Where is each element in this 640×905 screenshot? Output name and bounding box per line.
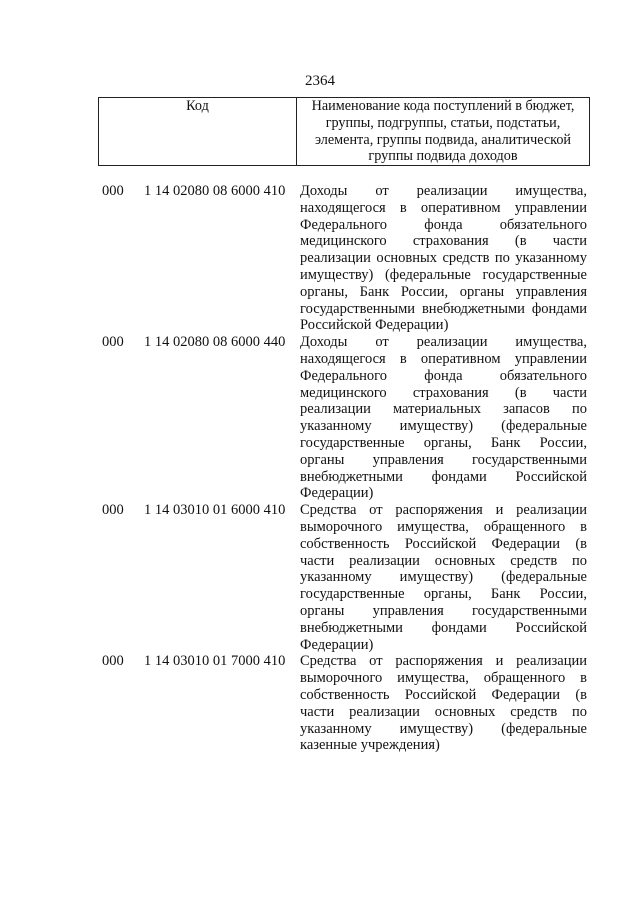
description-line: находящегося в оперативном управлении [300,350,587,367]
header-table [98,97,590,166]
page-number: 2364 [305,73,335,89]
description-line: указанному имуществу) (федеральные [300,418,587,435]
income-code-list [0,183,640,754]
description-line: государственными внебюджетными фондами [300,300,587,317]
description-line: собственность Российской Федерации (в [300,686,587,703]
description-line: внебюджетными фондами Российской [300,468,587,485]
description-line: Доходы от реализации имущества, [300,183,587,199]
row-prefix: 000 [102,183,124,199]
description-line: Федерального фонда обязательного [300,367,587,384]
description-line: указанному имуществу) (федеральные [300,569,587,586]
row-code: 1 14 02080 08 6000 440 [144,334,286,351]
description-line: Средства от распоряжения и реализации [300,502,587,519]
description-line: части реализации основных средств по [300,552,587,569]
description-line: государственные органы, Банк России, [300,434,587,451]
description-line: внебюджетными фондами Российской [300,619,587,636]
row-description [300,502,587,653]
description-line: казенные учреждения) [300,737,440,754]
row-prefix: 000 [102,653,124,670]
name-column-header: Наименование кода поступлений в бюджет, группы, подгруппы, статьи, подстатьи, элемента, группы подвида, аналитической группы подвида доходов [297,98,590,166]
description-line: Российской Федерации) [300,317,449,334]
row-description [300,183,587,334]
row-prefix: 000 [102,502,124,519]
row-description [300,334,587,502]
description-line: Федерального фонда обязательного [300,216,587,233]
row-prefix: 000 [102,334,124,351]
description-line: Доходы от реализации имущества, [300,334,587,351]
row-code: 1 14 03010 01 6000 410 [144,502,286,519]
income-code-row [0,502,640,653]
income-code-row [0,334,640,502]
description-line: медицинского страхования (в части [300,384,587,401]
description-line: имуществу) (федеральные государственные [300,266,587,283]
description-line: Средства от распоряжения и реализации [300,653,587,670]
description-line: реализации материальных запасов по [300,401,587,418]
description-line: выморочного имущества, обращенного в [300,670,587,687]
code-column-header: Код [99,98,297,166]
description-line: органы управления государственными [300,602,587,619]
description-line: части реализации основных средств по [300,703,587,720]
row-code: 1 14 03010 01 7000 410 [144,653,286,670]
description-line: государственные органы, Банк России, [300,586,587,603]
row-description [300,653,587,754]
description-line: органы, Банк России, органы управления [300,283,587,300]
income-code-row [0,653,640,754]
description-line: выморочного имущества, обращенного в [300,518,587,535]
description-line: указанному имуществу) (федеральные [300,720,587,737]
description-line: медицинского страхования (в части [300,233,587,250]
description-line: собственность Российской Федерации (в [300,535,587,552]
row-code: 1 14 02080 08 6000 410 [144,183,286,199]
income-code-row [0,183,640,334]
description-line: Федерации) [300,636,374,653]
header-row [99,98,590,166]
description-line: реализации основных средств по указанному [300,250,587,267]
description-line: органы управления государственными [300,451,587,468]
description-line: находящегося в оперативном управлении [300,199,587,216]
description-line: Федерации) [300,485,374,502]
